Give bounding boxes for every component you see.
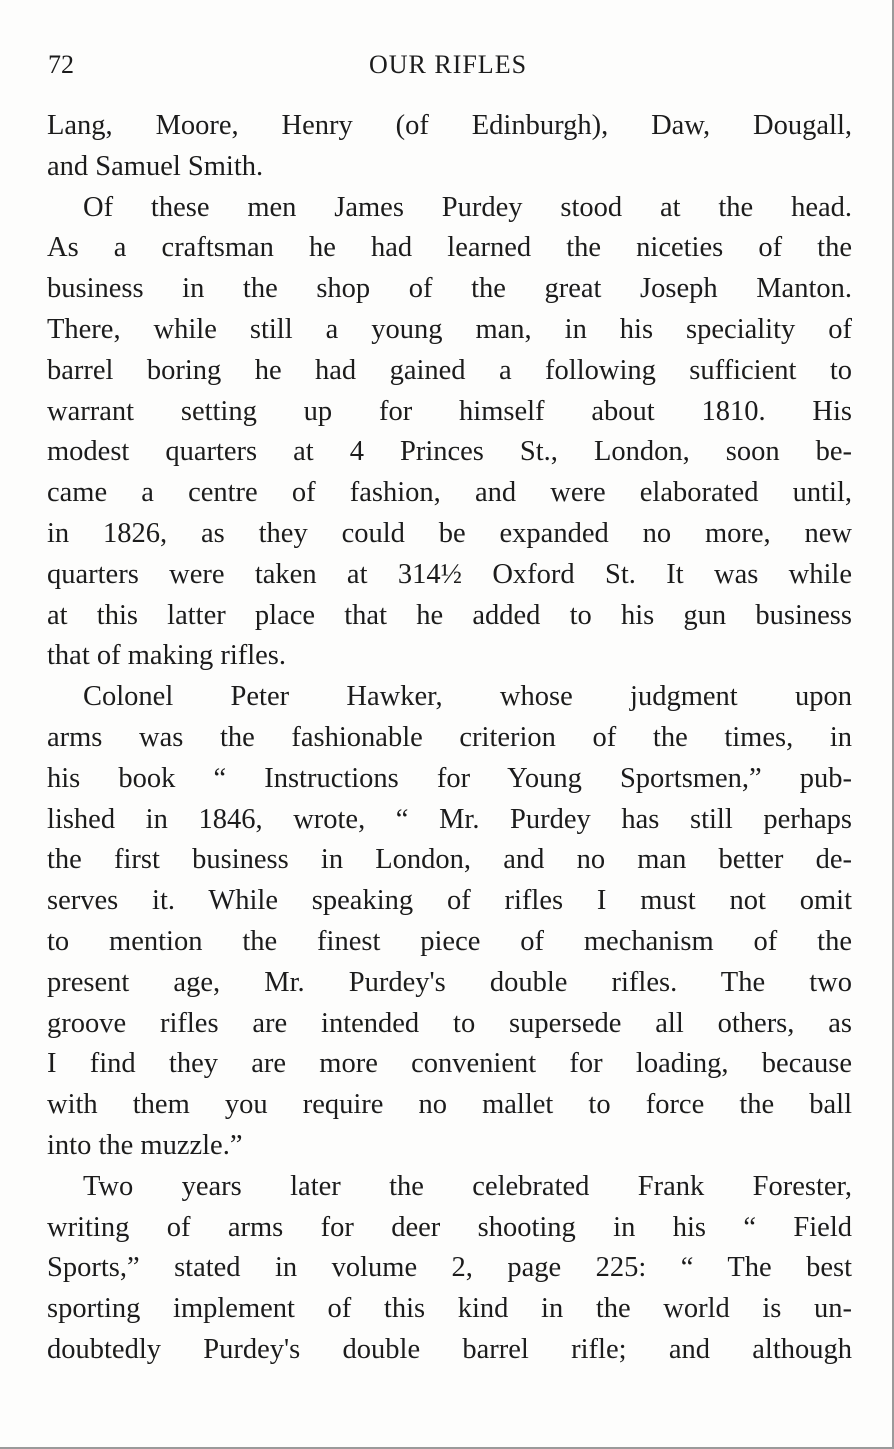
text-line: groove rifles are intended to supersede all others, as bbox=[47, 1007, 852, 1039]
text-line: modest quarters at 4 Princes St., London, soon be- bbox=[47, 436, 852, 468]
text-line: serves it. While speaking of rifles I must not omit bbox=[47, 885, 852, 917]
body-text bbox=[47, 106, 852, 1371]
text-line: Lang, Moore, Henry (of Edinburgh), Daw, Dougall, bbox=[47, 110, 852, 141]
text-line: to mention the finest piece of mechanism of the bbox=[47, 925, 852, 957]
paragraph-first-line: Of these men James Purdey stood at the head. bbox=[83, 191, 852, 223]
text-line: into the muzzle.” bbox=[47, 1129, 243, 1161]
text-line: at this latter place that he added to his gun business bbox=[47, 599, 852, 631]
text-line: warrant setting up for himself about 1810. His bbox=[47, 395, 852, 427]
page-number: 72 bbox=[48, 50, 74, 79]
text-line: There, while still a young man, in his speciality of bbox=[47, 313, 852, 345]
text-line: the first business in London, and no man better de- bbox=[47, 844, 852, 876]
text-line: his book “ Instructions for Young Sportsmen,” pub- bbox=[47, 762, 852, 794]
text-line: business in the shop of the great Joseph Manton. bbox=[47, 273, 852, 305]
page-header bbox=[48, 50, 848, 82]
text-line: with them you require no mallet to force the ball bbox=[47, 1089, 852, 1121]
text-line: came a centre of fashion, and were elaborated until, bbox=[47, 477, 852, 509]
paragraph-first-line: Colonel Peter Hawker, whose judgment upon bbox=[83, 681, 852, 713]
text-line: I find they are more convenient for loading, because bbox=[47, 1048, 852, 1080]
paragraph-first-line: Two years later the celebrated Frank Forester, bbox=[83, 1170, 852, 1202]
text-line: in 1826, as they could be expanded no more, new bbox=[47, 517, 852, 549]
text-line: Sports,” stated in volume 2, page 225: “ The best bbox=[47, 1252, 852, 1284]
running-title: OUR RIFLES bbox=[368, 50, 528, 79]
text-line: sporting implement of this kind in the world is un- bbox=[47, 1293, 852, 1325]
text-line: and Samuel Smith. bbox=[47, 150, 264, 182]
text-line: writing of arms for deer shooting in his “ Field bbox=[47, 1211, 852, 1243]
text-line: that of making rifles. bbox=[47, 640, 287, 672]
text-line: lished in 1846, wrote, “ Mr. Purdey has still perhaps bbox=[47, 803, 852, 835]
text-line: barrel boring he had gained a following sufficient to bbox=[47, 354, 852, 386]
text-line: arms was the fashionable criterion of the times, in bbox=[47, 721, 852, 753]
text-line: doubtedly Purdey's double barrel rifle; and although bbox=[47, 1333, 852, 1365]
text-line: As a craftsman he had learned the niceties of the bbox=[47, 232, 852, 264]
text-line: present age, Mr. Purdey's double rifles. The two bbox=[47, 966, 852, 998]
text-line: quarters were taken at 314½ Oxford St. It was while bbox=[47, 558, 852, 590]
